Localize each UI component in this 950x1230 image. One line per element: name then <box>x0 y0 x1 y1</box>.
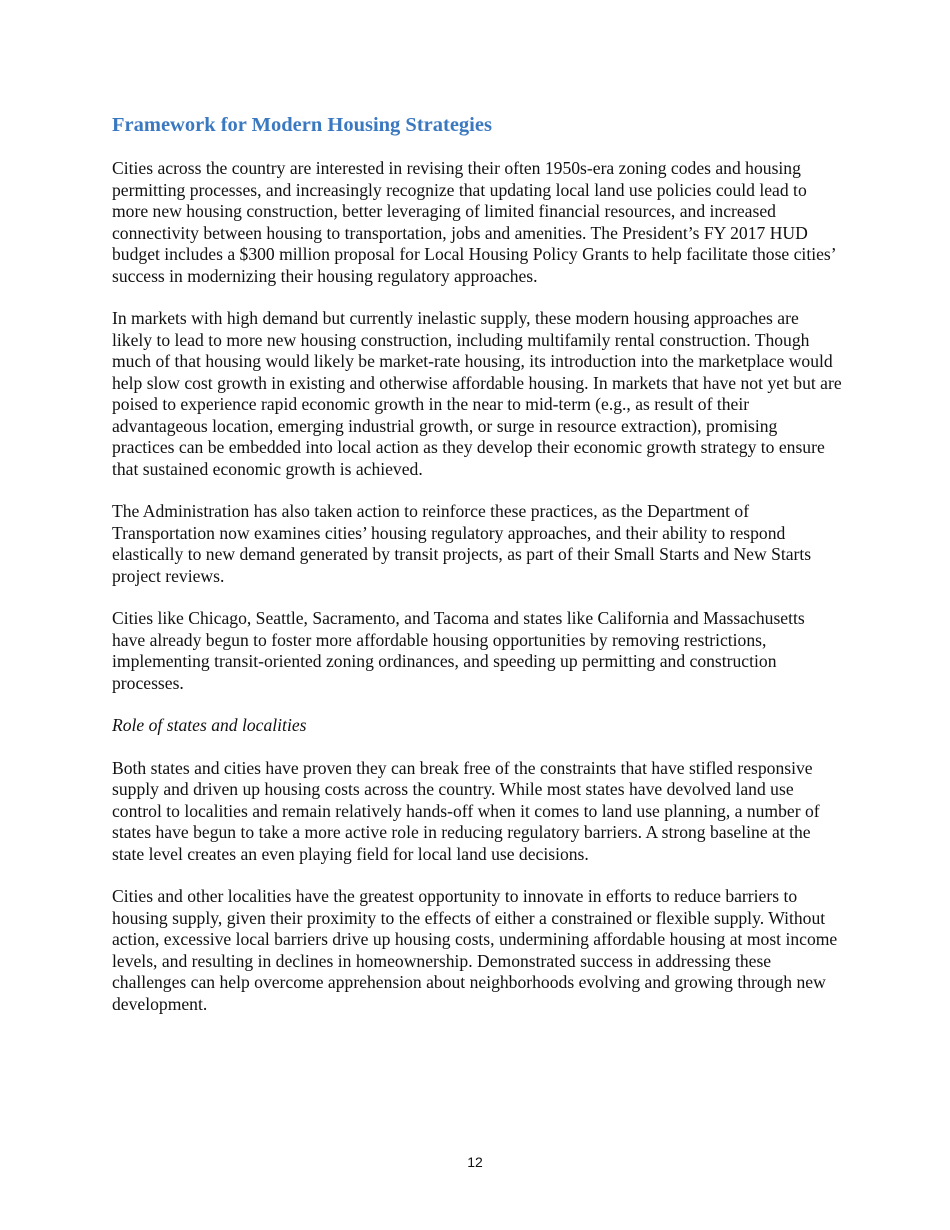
paragraph-4: Cities like Chicago, Seattle, Sacramento, and Tacoma and states like California and Massachusetts have already begun to foster more affordable housing opportunities by removing restrictions, implementing transit-oriented zoning ordinances, and speeding up permitting and construction processes. <box>112 608 805 693</box>
paragraph-2: In markets with high demand but currently inelastic supply, these modern housing approaches are likely to lead to more new housing construction, including multifamily rental construction. Though much of that housing would likely be market-rate housing, its introduction into the marketplace would help slow cost growth in existing and otherwise affordable housing. In markets that have not yet but are poised to experience rapid economic growth in the near to mid-term (e.g., as result of their advantageous location, emerging industrial growth, or surge in resource extraction), promising practices can be embedded into local action as they develop their economic growth strategy to ensure that sustained economic growth is achieved. <box>112 308 842 479</box>
subheading: Role of states and localities <box>112 715 307 735</box>
page-number: 12 <box>467 1154 483 1170</box>
section-heading: Framework for Modern Housing Strategies <box>112 114 492 136</box>
paragraph-5: Both states and cities have proven they can break free of the constraints that have stifled responsive supply and driven up housing costs across the country. While most states have devolved land use control to localities and remain relatively hands-off when it comes to land use planning, a number of states have begun to take a more active role in reducing regulatory barriers. A strong baseline at the state level creates an even playing field for local land use decisions. <box>112 757 820 864</box>
page-content <box>112 112 842 1036</box>
paragraph-6: Cities and other localities have the greatest opportunity to innovate in efforts to reduce barriers to housing supply, given their proximity to the effects of either a constrained or flexible supply. Without action, excessive local barriers drive up housing costs, undermining affordable housing at most income levels, and resulting in declines in homeownership. Demonstrated success in addressing these challenges can help overcome apprehension about neighborhoods evolving and growing through new development. <box>112 886 838 1014</box>
paragraph-3: The Administration has also taken action to reinforce these practices, as the Department of Transportation now examines cities’ housing regulatory approaches, and their ability to respond elastically to new demand generated by transit projects, as part of their Small Starts and New Starts project reviews. <box>112 501 812 586</box>
paragraph-1: Cities across the country are interested in revising their often 1950s-era zoning codes and housing permitting processes, and increasingly recognize that updating local land use policies could lead to more new housing construction, better leveraging of limited financial resources, and increased connectivity between housing to transportation, jobs and amenities. The President’s FY 2017 HUD budget includes a $300 million proposal for Local Housing Policy Grants to help facilitate those cities’ success in modernizing their housing regulatory approaches. <box>112 158 836 286</box>
